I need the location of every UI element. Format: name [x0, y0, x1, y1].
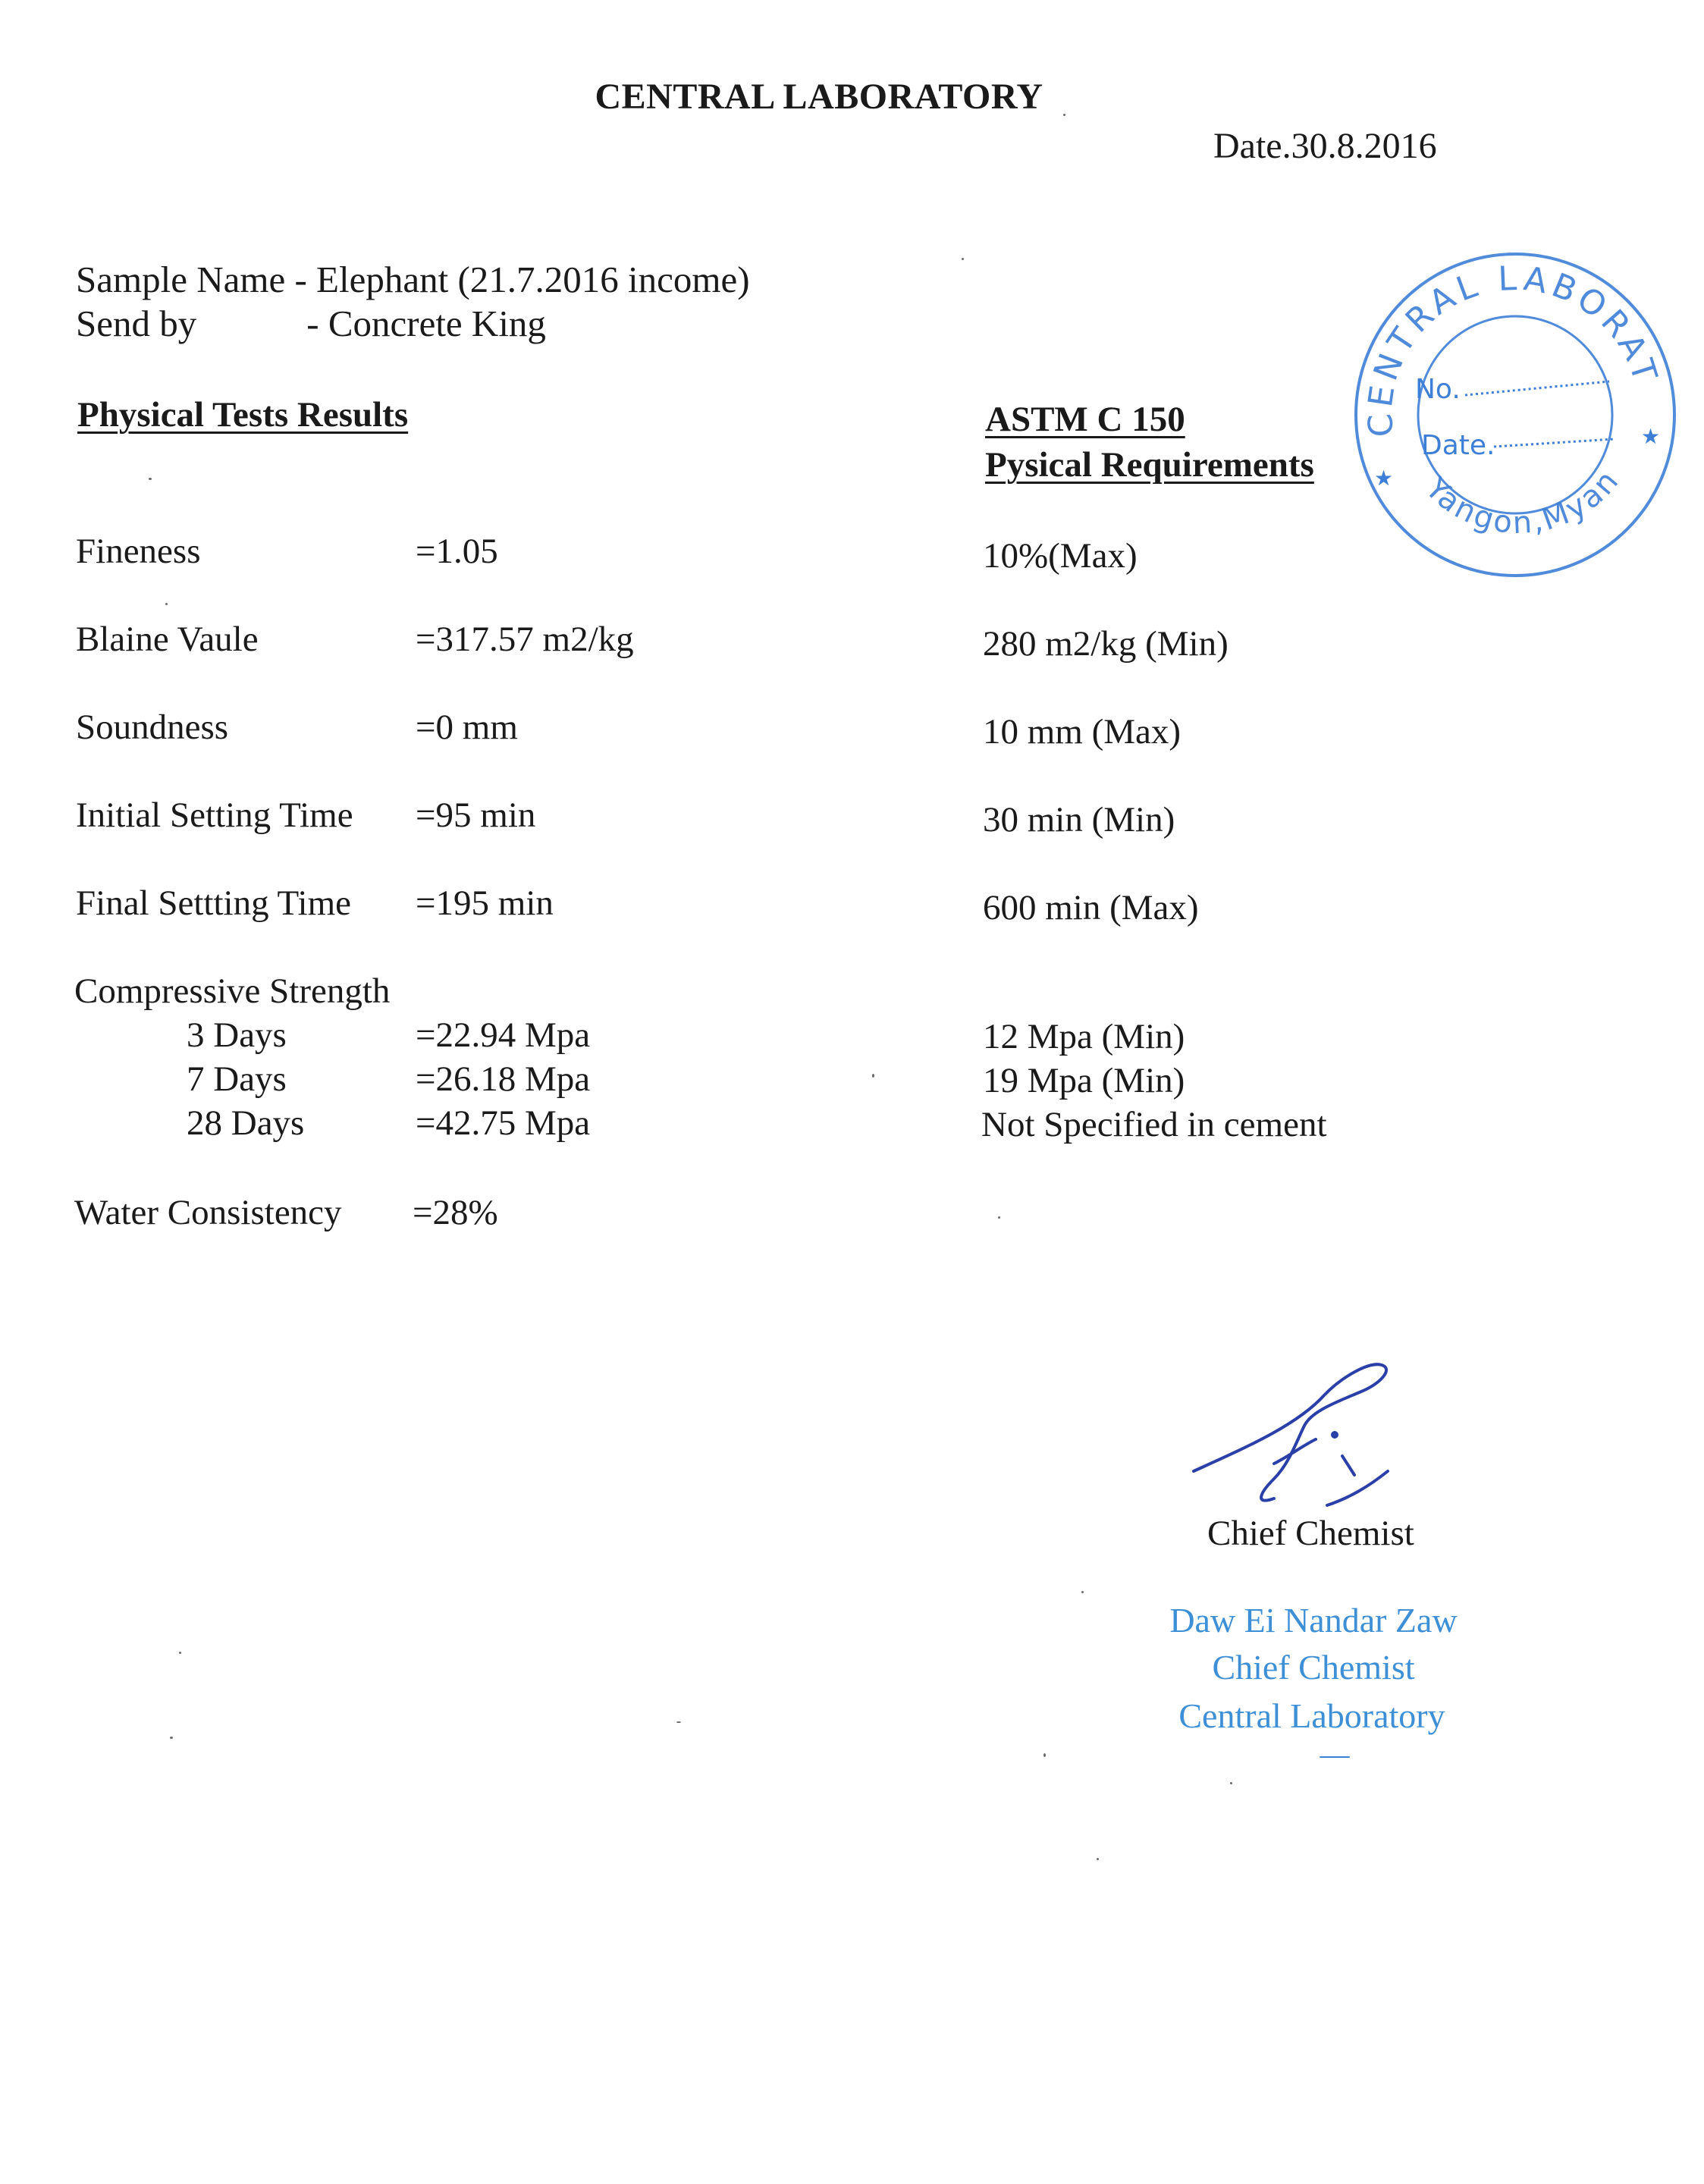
scan-speck	[1063, 114, 1065, 116]
requirement-value: 30 min (Min)	[983, 800, 1175, 839]
scan-speck	[1081, 1591, 1084, 1593]
scan-speck	[1097, 1858, 1099, 1860]
result-row	[76, 883, 834, 928]
signature-title: Chief Chemist	[1207, 1514, 1414, 1553]
result-name: Water Consistency	[74, 1193, 342, 1232]
laboratory-stamp	[1351, 246, 1679, 584]
result-name: Soundness	[76, 708, 229, 747]
scan-speck	[1043, 1753, 1046, 1757]
svg-text:★: ★	[1641, 425, 1661, 449]
document-title: CENTRAL LABORATORY	[595, 77, 1043, 117]
name-stamp-name: Daw Ei Nandar Zaw	[1169, 1601, 1458, 1640]
requirement-value: Not Specified in cement	[981, 1105, 1327, 1144]
scan-speck	[962, 258, 964, 260]
svg-text:★: ★	[1374, 467, 1394, 491]
requirement-value: 12 Mpa (Min)	[983, 1017, 1185, 1056]
scan-speck	[179, 1652, 181, 1654]
compressive-day-value: =42.75 Mpa	[416, 1103, 591, 1143]
result-name: Initial Setting Time	[76, 795, 353, 835]
result-value: =95 min	[416, 795, 536, 835]
stamp-seal-icon	[1351, 246, 1679, 584]
stamp-bottom-text: Yangon,Myan	[1418, 463, 1627, 541]
result-row	[76, 795, 834, 840]
result-name: Final Settting Time	[76, 883, 352, 923]
scan-speck	[165, 603, 168, 605]
stamp-ring-text: CENTRAL LABORAT	[1360, 259, 1666, 439]
compressive-day-name: 28 Days	[187, 1103, 305, 1143]
compressive-day-name: 3 Days	[187, 1015, 287, 1055]
stamp-date-label: Date.	[1421, 430, 1495, 461]
document-date: Date.30.8.2016	[1213, 126, 1437, 166]
requirement-value: 10 mm (Max)	[983, 712, 1182, 752]
name-stamp-title: Chief Chemist	[1212, 1648, 1415, 1687]
result-row-water	[74, 1192, 833, 1238]
sample-name-line	[76, 258, 750, 301]
result-value: =28%	[413, 1193, 498, 1232]
scan-speck	[1320, 1756, 1350, 1758]
compressive-strength-label: Compressive Strength	[74, 971, 391, 1011]
result-name: Blaine Vaule	[76, 620, 259, 659]
requirements-heading-title: Pysical Requirements	[985, 445, 1314, 485]
scan-speck	[998, 1216, 1000, 1219]
requirement-value: 600 min (Max)	[983, 888, 1199, 927]
result-value: =317.57 m2/kg	[416, 620, 634, 659]
scan-speck	[1230, 1782, 1232, 1784]
result-value: =0 mm	[416, 708, 518, 747]
compressive-day-value: =22.94 Mpa	[416, 1015, 591, 1055]
scan-speck	[170, 1737, 173, 1739]
result-row	[76, 707, 834, 752]
result-name: Fineness	[76, 532, 201, 571]
results-heading: Physical Tests Results	[77, 395, 409, 435]
scan-speck	[872, 1074, 874, 1078]
svg-text:CENTRAL LABORATORY	[1351, 246, 1665, 438]
name-stamp-org: Central Laboratory	[1178, 1696, 1445, 1735]
requirement-value: 280 m2/kg (Min)	[983, 624, 1229, 664]
sample-name-label: Sample Name	[76, 259, 286, 300]
stamp-no-label: No.	[1415, 374, 1461, 405]
sent-by-line	[76, 302, 546, 345]
compressive-day-name: 7 Days	[187, 1059, 287, 1099]
compressive-day-value: =26.18 Mpa	[416, 1059, 591, 1099]
result-row	[76, 531, 834, 576]
result-value: =1.05	[416, 532, 498, 571]
requirement-value: 19 Mpa (Min)	[983, 1061, 1185, 1100]
result-row	[76, 619, 834, 664]
scan-speck	[149, 478, 152, 480]
result-value: =195 min	[416, 883, 554, 923]
sent-by-value: - Concrete King	[306, 303, 546, 344]
requirement-value: 10%(Max)	[983, 536, 1138, 576]
scan-speck	[676, 1721, 681, 1723]
requirements-heading-standard: ASTM C 150	[985, 400, 1185, 439]
sample-name-value: - Elephant (21.7.2016 income)	[294, 259, 750, 300]
handwritten-signature	[1183, 1350, 1411, 1524]
sent-by-label: Send by	[76, 303, 197, 344]
